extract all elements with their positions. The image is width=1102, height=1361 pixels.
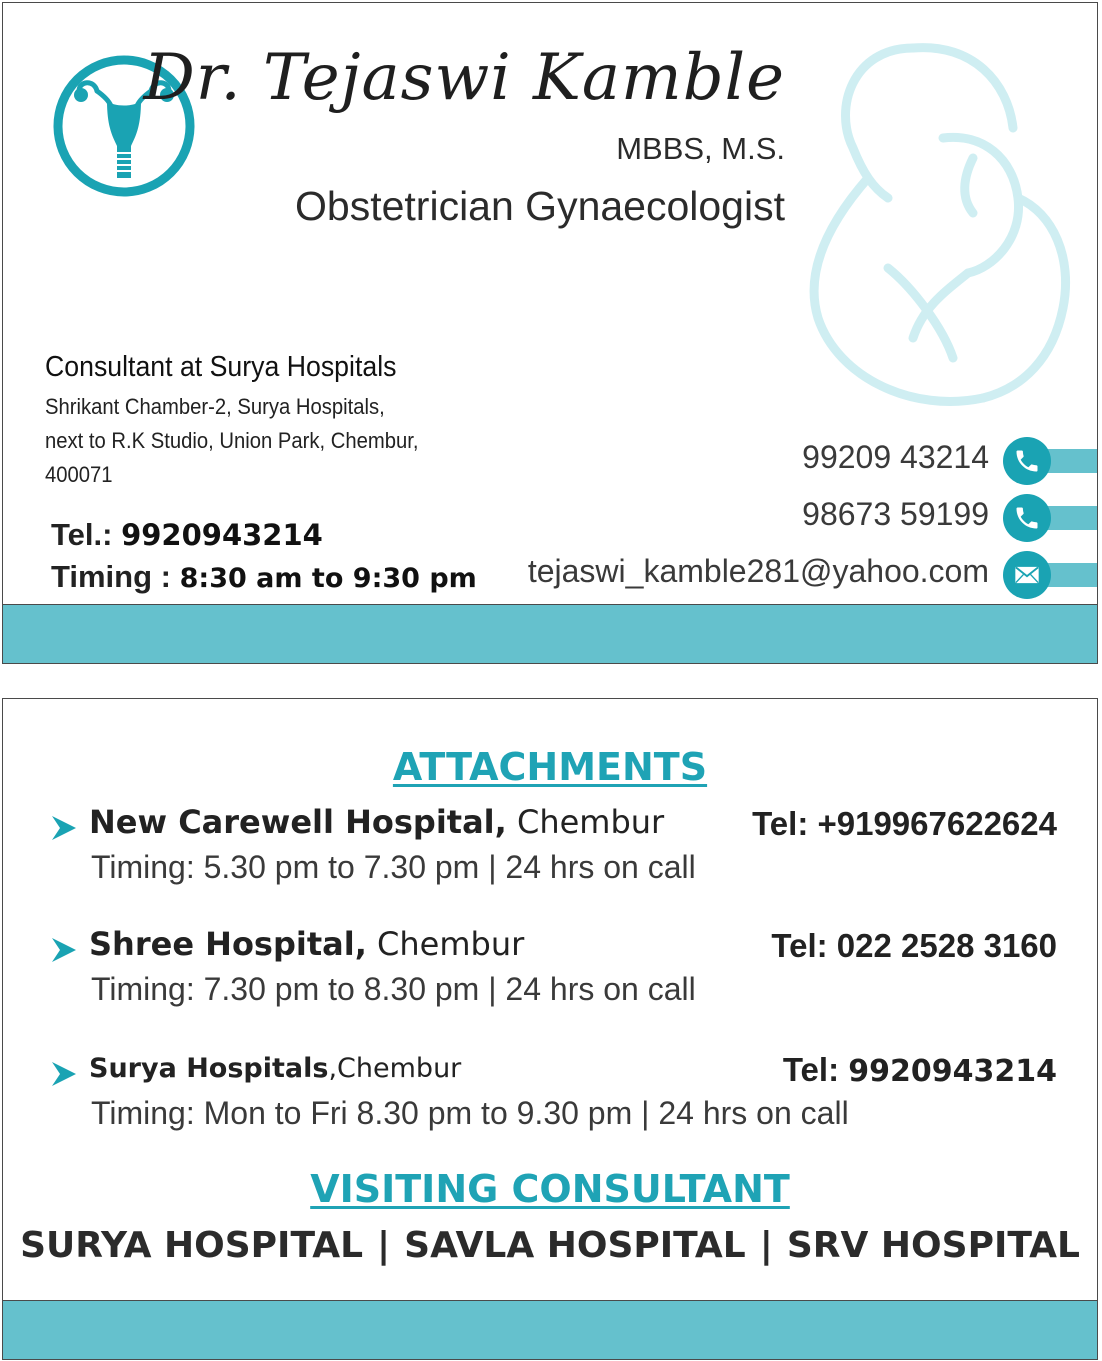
visiting-hospitals	[3, 1225, 1097, 1266]
timing-value: 8:30 am to 9:30 pm	[179, 563, 477, 594]
address-line: next to R.K Studio, Union Park, Chembur,	[45, 428, 419, 453]
hospital-name-bold: New Carewell Hospital,	[89, 803, 507, 841]
separator: |	[377, 1225, 391, 1266]
visiting-hospital: SAVLA HOSPITAL	[404, 1225, 746, 1266]
hospital-location: Chembur	[366, 925, 525, 963]
tel-value[interactable]: 9920943214	[121, 518, 323, 552]
tel-line	[51, 517, 323, 553]
attachment-item	[3, 925, 1098, 1015]
footer-band	[3, 604, 1097, 663]
hospital-name	[89, 803, 664, 841]
phone-icon	[1003, 494, 1051, 542]
hospital-timing: Timing: 7.30 pm to 8.30 pm | 24 hrs on call	[91, 971, 696, 1007]
business-card-front	[2, 2, 1098, 664]
address-line: 400071	[45, 462, 113, 487]
footer-band	[3, 1300, 1097, 1359]
hospital-name	[89, 1053, 461, 1084]
business-card-back	[2, 698, 1098, 1360]
attachments-heading: ATTACHMENTS	[392, 745, 708, 789]
phone-number[interactable]: 99209 43214	[802, 439, 989, 475]
hospital-tel	[783, 1051, 1057, 1089]
address-line: Shrikant Chamber-2, Surya Hospitals,	[45, 394, 385, 419]
contact-row-phone-2	[497, 494, 1097, 542]
visiting-hospital: SRV HOSPITAL	[786, 1225, 1080, 1266]
timing-line	[51, 559, 477, 595]
chevron-right-icon	[49, 813, 79, 843]
phone-icon	[1003, 437, 1051, 485]
tel-label: Tel:	[782, 1051, 840, 1088]
chevron-right-icon	[49, 935, 79, 965]
hospital-tel[interactable]: Tel: 022 2528 3160	[771, 927, 1057, 964]
hospital-name-bold: Surya Hospitals	[89, 1053, 329, 1084]
timing-label: Timing :	[51, 559, 171, 594]
chevron-right-icon	[49, 1059, 79, 1089]
phone-number[interactable]: 98673 59199	[802, 496, 989, 532]
address-block	[45, 351, 451, 492]
mother-child-icon	[793, 38, 1083, 428]
doctor-name: Dr. Tejaswi Kamble	[143, 41, 785, 115]
speciality: Obstetrician Gynaecologist	[295, 183, 785, 229]
hospital-location: Chembur	[506, 803, 665, 841]
email-address[interactable]: tejaswi_kamble281@yahoo.com	[527, 553, 989, 589]
degree: MBBS, M.S.	[616, 131, 785, 166]
hospital-location: ,Chembur	[328, 1053, 462, 1084]
contact-row-email	[497, 551, 1097, 599]
hospital-timing: Timing: 5.30 pm to 7.30 pm | 24 hrs on call	[91, 849, 696, 885]
hospital-tel[interactable]: Tel: +919967622624	[752, 805, 1057, 842]
attachment-item	[3, 1049, 1098, 1139]
consultant-line: Consultant at Surya Hospitals	[45, 351, 397, 383]
visiting-hospital: SURYA HOSPITAL	[20, 1225, 364, 1266]
visiting-consultant-heading: VISITING CONSULTANT	[310, 1167, 790, 1211]
envelope-icon	[1003, 551, 1051, 599]
attachment-item	[3, 803, 1098, 893]
hospital-name-bold: Shree Hospital,	[89, 925, 367, 963]
tel-value[interactable]: 9920943214	[848, 1054, 1057, 1089]
tel-label: Tel.:	[51, 517, 113, 552]
contact-row-phone-1	[497, 437, 1097, 485]
hospital-timing: Timing: Mon to Fri 8.30 pm to 9.30 pm | 24 hrs on call	[91, 1095, 849, 1131]
hospital-name	[89, 925, 524, 963]
separator: |	[759, 1225, 773, 1266]
